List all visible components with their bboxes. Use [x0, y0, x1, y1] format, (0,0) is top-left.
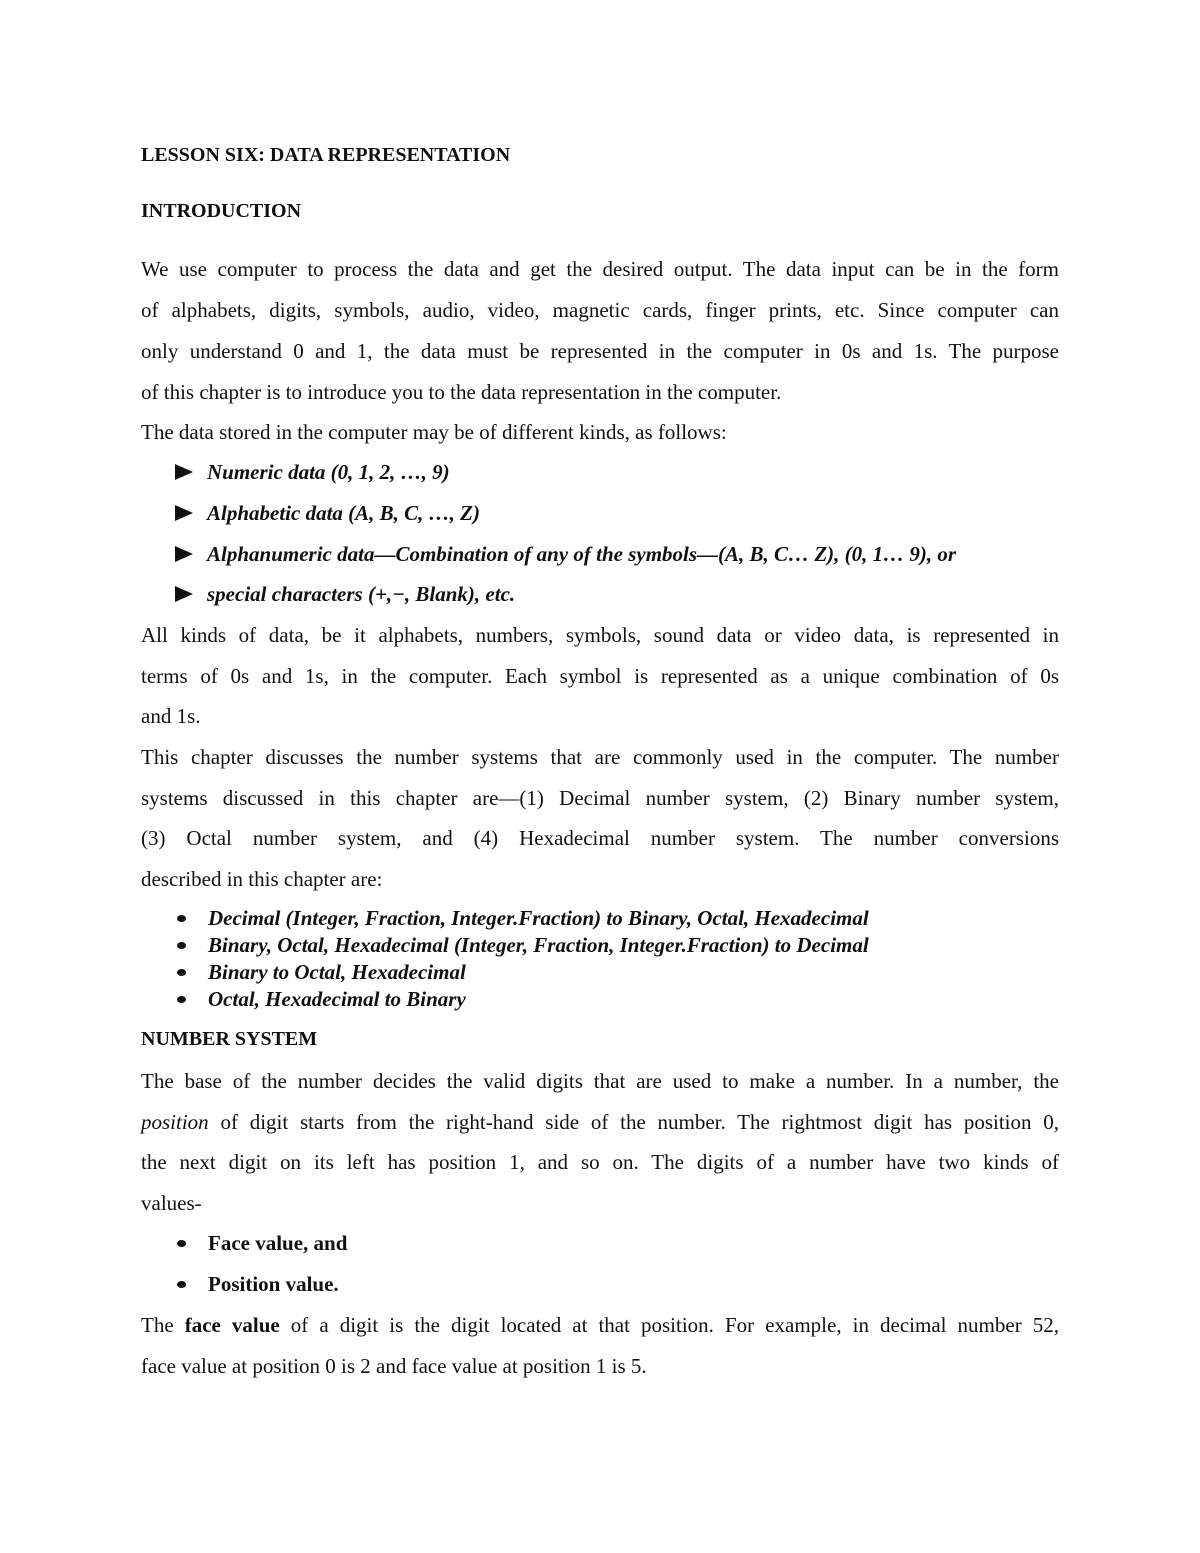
- bullet-icon: [177, 969, 186, 976]
- value-kind-item: Position value.: [175, 1272, 339, 1296]
- lesson-title: LESSON SIX: DATA REPRESENTATION: [141, 144, 511, 166]
- intro-para1-line: We use computer to process the data and get the desired output. The data input can be in the form: [141, 257, 1059, 281]
- ns-para1-line: values-: [141, 1191, 202, 1215]
- emphasis-face-value: face value: [184, 1313, 280, 1337]
- bullet-icon: [177, 942, 186, 949]
- conversion-item: Decimal (Integer, Fraction, Integer.Fraction) to Binary, Octal, Hexadecimal: [175, 906, 869, 930]
- intro-para1-line: of alphabets, digits, symbols, audio, video, magnetic cards, finger prints, etc. Since computer can: [141, 298, 1059, 322]
- data-kind-item: Numeric data (0, 1, 2, …, 9): [175, 460, 450, 484]
- ns-para1-line: position of digit starts from the right-hand side of the number. The rightmost digit has position 0,: [141, 1110, 1059, 1134]
- bullet-icon: [177, 996, 186, 1003]
- data-kind-item: Alphabetic data (A, B, C, …, Z): [175, 501, 480, 525]
- introduction-heading: INTRODUCTION: [141, 200, 302, 222]
- bullet-icon: [177, 915, 186, 922]
- intro-para4-line: described in this chapter are:: [141, 867, 383, 891]
- intro-para4-line: (3) Octal number system, and (4) Hexadecimal number system. The number conversions: [141, 826, 1059, 850]
- conversion-item: Binary to Octal, Hexadecimal: [175, 960, 466, 984]
- bullet-icon: [177, 1281, 186, 1288]
- arrow-bullet-icon: [175, 586, 193, 602]
- number-system-heading: NUMBER SYSTEM: [141, 1028, 318, 1050]
- intro-para1-line: of this chapter is to introduce you to the data representation in the computer.: [141, 380, 782, 404]
- data-kind-item: special characters (+,−, Blank), etc.: [175, 582, 515, 606]
- ns-para2-line: The face value of a digit is the digit located at that position. For example, in decimal number 52,: [141, 1313, 1059, 1337]
- arrow-bullet-icon: [175, 464, 193, 480]
- ns-para1-line: the next digit on its left has position 1, and so on. The digits of a number have two kinds of: [141, 1150, 1059, 1174]
- intro-para3-line: and 1s.: [141, 704, 201, 728]
- ns-para2-line: face value at position 0 is 2 and face value at position 1 is 5.: [141, 1354, 647, 1378]
- arrow-bullet-icon: [175, 546, 193, 562]
- intro-para2: The data stored in the computer may be of different kinds, as follows:: [141, 420, 727, 444]
- data-kind-item: Alphanumeric data—Combination of any of the symbols—(A, B, C… Z), (0, 1… 9), or: [175, 542, 956, 566]
- intro-para4-line: This chapter discusses the number systems that are commonly used in the computer. The number: [141, 745, 1059, 769]
- intro-para3-line: terms of 0s and 1s, in the computer. Each symbol is represented as a unique combination of 0s: [141, 664, 1059, 688]
- intro-para4-line: systems discussed in this chapter are—(1) Decimal number system, (2) Binary number system,: [141, 786, 1059, 810]
- conversion-item: Octal, Hexadecimal to Binary: [175, 987, 466, 1011]
- value-kind-item: Face value, and: [175, 1231, 347, 1255]
- intro-para1-line: only understand 0 and 1, the data must be represented in the computer in 0s and 1s. The purpose: [141, 339, 1059, 363]
- conversion-item: Binary, Octal, Hexadecimal (Integer, Fraction, Integer.Fraction) to Decimal: [175, 933, 869, 957]
- intro-para3-line: All kinds of data, be it alphabets, numbers, symbols, sound data or video data, is represented in: [141, 623, 1059, 647]
- emphasis-position: position: [141, 1110, 209, 1134]
- bullet-icon: [177, 1240, 186, 1247]
- ns-para1-line: The base of the number decides the valid digits that are used to make a number. In a number, the: [141, 1069, 1059, 1093]
- arrow-bullet-icon: [175, 505, 193, 521]
